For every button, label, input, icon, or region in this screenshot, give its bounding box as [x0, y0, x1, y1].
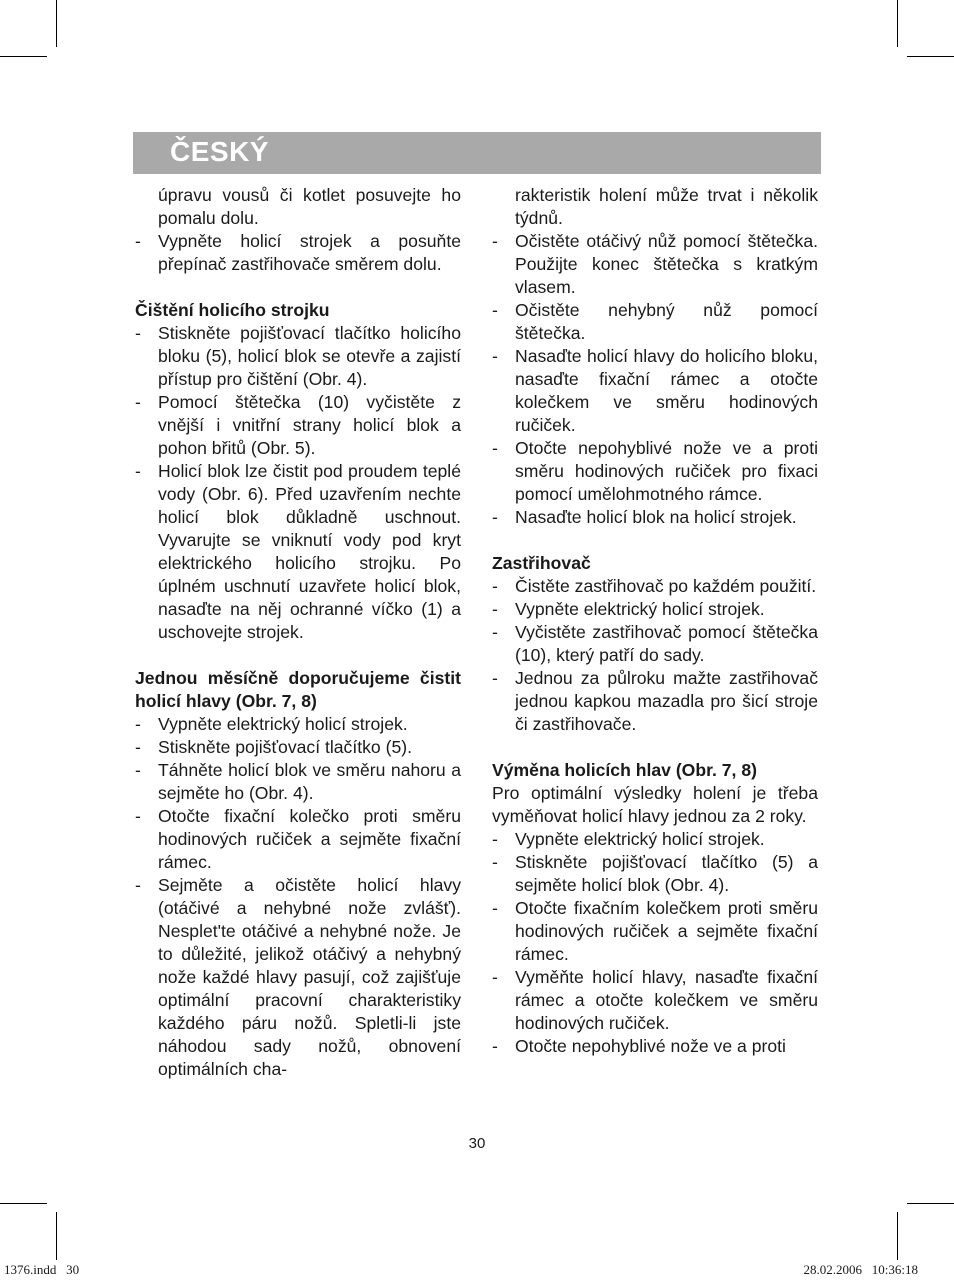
crop-mark — [897, 1212, 898, 1260]
dash-bullet: - — [492, 967, 498, 987]
dash-bullet: - — [492, 829, 498, 849]
dash-bullet: - — [492, 898, 498, 918]
dash-bullet: - — [492, 231, 498, 251]
list-item: - Pomocí štětečka (10) vyčistěte z vnější i vnitřní strany holicí blok a pohon břitů (Obr. 5). — [135, 392, 461, 458]
list-item: - Nasaďte holicí hlavy do holicího bloku, nasaďte fixační rámec a otočte kolečkem ve směru hodinových ručiček. — [492, 346, 818, 435]
dash-bullet: - — [492, 576, 498, 596]
list-item: - Vypněte elektrický holicí strojek. — [492, 599, 765, 619]
right-column — [492, 184, 818, 1058]
crop-mark — [56, 1212, 57, 1260]
section-heading: Čištění holicího strojku — [135, 300, 330, 320]
slug-file-info: 1376.indd 30 — [4, 1262, 80, 1277]
crop-mark — [897, 0, 898, 47]
dash-bullet: - — [135, 875, 141, 895]
dash-bullet: - — [135, 714, 141, 734]
dash-bullet: - — [492, 599, 498, 619]
list-item: - Vypněte elektrický holicí strojek. — [135, 714, 408, 734]
crop-mark — [907, 1203, 954, 1204]
dash-bullet: - — [135, 806, 141, 826]
left-column — [135, 184, 461, 1081]
dash-bullet: - — [492, 852, 498, 872]
dash-bullet: - — [135, 392, 141, 412]
list-item: - Očistěte nehybný nůž pomocí štětečka. — [492, 300, 818, 343]
section-heading: Zastřihovač — [492, 553, 591, 573]
list-item: - Vyčistěte zastřihovač pomocí štětečka (10), který patří do sady. — [492, 622, 818, 665]
list-item: - Otočte fixačním kolečkem proti směru hodinových ručiček a sejměte fixační rámec. — [492, 898, 818, 964]
list-item: - Vyměňte holicí hlavy, nasaďte fixační rámec a otočte kolečkem ve směru hodinových ručiček. — [492, 967, 818, 1033]
section-heading: Jednou měsíčně doporučujeme čistit holicí hlavy (Obr. 7, 8) — [135, 668, 461, 711]
list-item: - Jednou za půlroku mažte zastřihovač jednou kapkou mazadla pro šicí stroje či zastřihovače. — [492, 668, 818, 734]
dash-bullet: - — [492, 507, 498, 527]
dash-bullet: - — [135, 737, 141, 757]
list-item: - Sejměte a očistěte holicí hlavy (otáčivé a nehybné nože zvlášť). Nesplet'te otáčivé a nehybné nože. Je to důležité, jelikož otáčivý a nehybný nože každé hlavy pasují, což zajišťuje optimální pracovní charakteristiky každého páru nožů. Spletli-li jste náhodou sady nožů, obnovení optimálních cha- — [135, 875, 461, 1079]
crop-mark — [0, 1203, 47, 1204]
slug-date-info: 28.02.2006 10:36:18 — [803, 1262, 918, 1277]
continuation-text: úpravu vousů či kotlet posuvejte ho pomalu dolu. — [158, 185, 461, 228]
dash-bullet: - — [492, 438, 498, 458]
list-item: - Očistěte otáčivý nůž pomocí štětečka. Použijte konec štětečka s kratkým vlasem. — [492, 231, 818, 297]
list-item: - Táhněte holicí blok ve směru nahoru a sejměte ho (Obr. 4). — [135, 760, 461, 803]
dash-bullet: - — [135, 461, 141, 481]
list-item: - Vypněte holicí strojek a posuňte přepínač zastřihovače směrem dolu. — [135, 231, 461, 274]
list-item: - Otočte nepohyblivé nože ve a proti směru hodinových ručiček pro fixaci pomocí umělohmotného rámce. — [492, 438, 818, 504]
list-item: - Stiskněte pojišťovací tlačítko holicího bloku (5), holicí blok se otevře a zajistí přístup pro čištění (Obr. 4). — [135, 323, 461, 389]
crop-mark — [907, 56, 954, 57]
dash-bullet: - — [135, 760, 141, 780]
list-item: - Holicí blok lze čistit pod proudem teplé vody (Obr. 6). Před uzavřením nechte holicí blok důkladně uschnout. Vyvarujte se vniknutí vody pod kryt elektrického holicího strojku. Po úplném uschnutí uzavřete holicí blok, nasaďte na něj ochranné víčko (1) a uschovejte strojek. — [135, 461, 461, 642]
language-title: ČESKÝ — [170, 136, 269, 167]
section-intro: Pro optimální výsledky holení je třeba vyměňovat holicí hlavy jednou za 2 roky. — [492, 783, 818, 826]
continuation-text: rakteristik holení může trvat i několik týdnů. — [515, 185, 818, 228]
list-item: - Stiskněte pojišťovací tlačítko (5). — [135, 737, 412, 757]
dash-bullet: - — [135, 231, 141, 251]
list-item: - Nasaďte holicí blok na holicí strojek. — [492, 507, 797, 527]
section-heading: Výměna holicích hlav (Obr. 7, 8) — [492, 760, 757, 780]
dash-bullet: - — [492, 300, 498, 320]
language-header-bar — [133, 132, 821, 174]
page-number: 30 — [468, 1135, 486, 1152]
list-item: - Otočte nepohyblivé nože ve a proti — [492, 1036, 786, 1056]
dash-bullet: - — [492, 346, 498, 366]
crop-mark — [0, 56, 47, 57]
dash-bullet: - — [492, 668, 498, 688]
list-item: - Čistěte zastřihovač po každém použití. — [492, 576, 817, 596]
list-item: - Otočte fixační kolečko proti směru hodinových ručiček a sejměte fixační rámec. — [135, 806, 461, 872]
crop-mark — [56, 0, 57, 47]
list-item: - Stiskněte pojišťovací tlačítko (5) a sejměte holicí blok (Obr. 4). — [492, 852, 818, 895]
dash-bullet: - — [492, 1036, 498, 1056]
dash-bullet: - — [492, 622, 498, 642]
list-item: - Vypněte elektrický holicí strojek. — [492, 829, 765, 849]
dash-bullet: - — [135, 323, 141, 343]
